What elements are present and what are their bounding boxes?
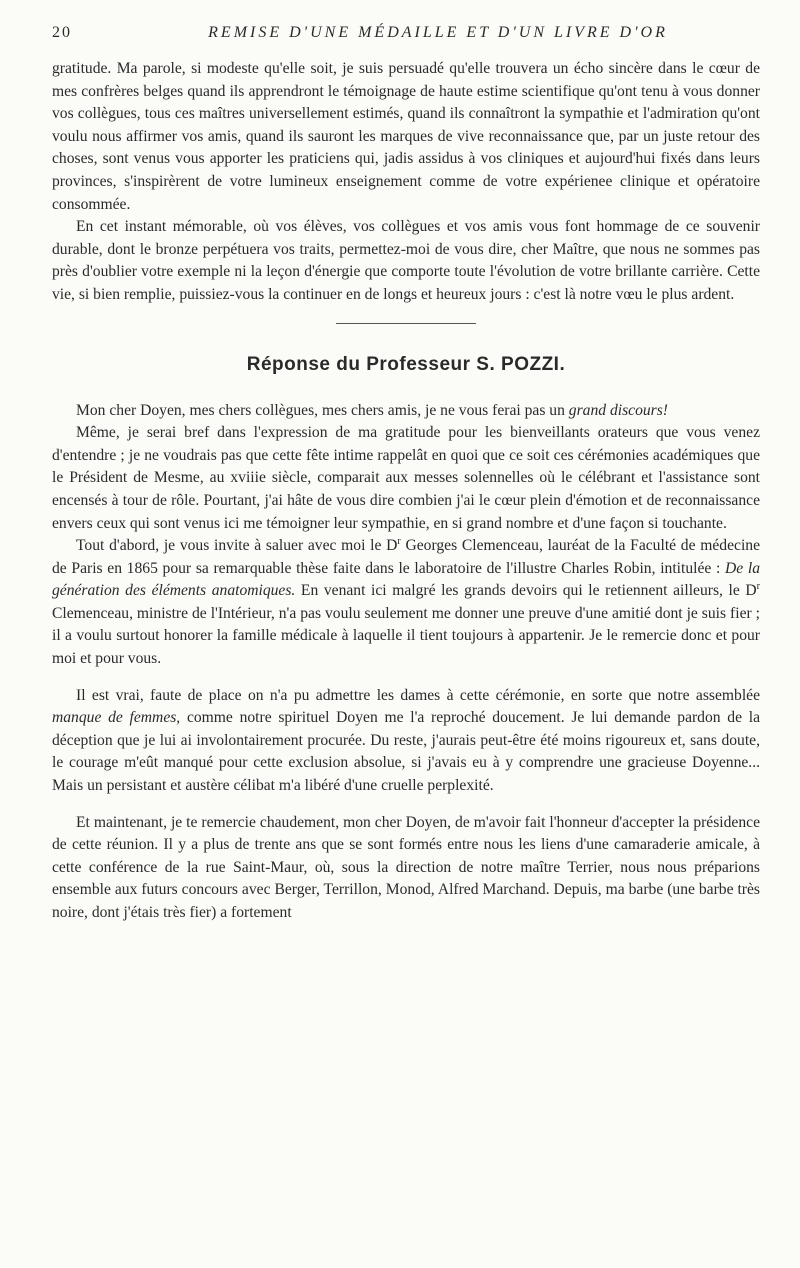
superscript: r bbox=[397, 535, 401, 547]
previous-speech bbox=[52, 58, 760, 307]
text-run: comme notre spirituel Doyen me l'a reproché doucement. Je lui demande pardon de la déception que je lui ai involontairement procurée. Du reste, j'aurais peut-être été moins rigoureux et, sans doute, le courage m'eût manqué pour cette exclusion absolue, si j'avais eu à y comprendre une gracieuse Doyenne... Mais un persistant et austère célibat m'a libéré d'une cruelle perplexité. bbox=[52, 709, 760, 795]
section-divider bbox=[336, 323, 476, 324]
document-page bbox=[52, 24, 760, 925]
italic-text: manque de femmes, bbox=[52, 709, 181, 727]
paragraph: En cet instant mémorable, où vos élèves, vos collègues et vos amis vous font hommage de ce souvenir durable, dont le bronze perpétuera vos traits, permettez-moi de vous dire, cher Maître, que nous ne sommes pas près d'oublier votre exemple ni la leçon d'énergie que comporte toute l'évolution de votre brillante carrière. Cette vie, si bien remplie, puissiez-vous la continuer en de longs et heureux jours : c'est là notre vœu le plus ardent. bbox=[52, 218, 760, 303]
text-run: Mon cher Doyen, mes chers collègues, mes chers amis, je ne vous ferai pas un bbox=[76, 401, 569, 419]
text-run: Clemenceau, ministre de l'Intérieur, n'a pas voulu seulement me donner une preuve d'une amitié dont je suis fier ; il a voulu surtout honorer la famille médicale à laquelle il tient toujours à appartenir. Je le remercie donc et pour moi et pour vous. bbox=[52, 604, 760, 668]
paragraph bbox=[52, 400, 760, 423]
text-run: En venant ici malgré les grands devoirs qui le retiennent ailleurs, le D bbox=[295, 582, 757, 600]
response-speech bbox=[52, 400, 760, 925]
running-header bbox=[52, 24, 760, 50]
paragraph bbox=[52, 535, 760, 671]
paragraph bbox=[52, 685, 760, 798]
text-run: Il est vrai, faute de place on n'a pu admettre les dames à cette cérémonie, en sorte que notre assemblée bbox=[76, 686, 760, 704]
running-title: REMISE D'UNE MÉDAILLE ET D'UN LIVRE D'OR bbox=[208, 24, 668, 41]
paragraph: gratitude. Ma parole, si modeste qu'elle soit, je suis persuadé qu'elle trouvera un écho sincère dans le cœur de mes confrères belges quand ils apprendront le témoignage de haute estime scientifique qu'ont tenu à vous donner vos collègues, tous ces maîtres universellement estimés, quand ils connaîtront la sympathie et l'admiration qu'ont voulu nous affirmer vos amis, quand ils sauront les marques de vive reconnaissance que, par un juste retour des choses, sont venus vous apporter les praticiens qui, jadis assidus à vos cliniques et aujourd'hui fixés dans leurs provinces, s'inspirèrent de votre lumineux enseignement comme de votre expérienee clinique et opératoire consommée. bbox=[52, 60, 760, 213]
text-run: Tout d'abord, je vous invite à saluer avec moi le D bbox=[76, 537, 398, 555]
section-title: Réponse du Professeur S. POZZI. bbox=[246, 353, 566, 375]
italic-text: grand discours! bbox=[568, 401, 668, 419]
text-run: Georges Clemenceau, lauréat de la Faculté de médecine de Paris en 1865 pour sa remarquable thèse faite dans le laboratoire de l'illustre Charles Robin, intitulée : bbox=[52, 537, 760, 577]
paragraph: Même, je serai bref dans l'expression de ma gratitude pour les bienveillants orateurs que vous venez d'entendre ; je ne voudrais pas que cette fête intime rappelât en quoi que ce soit ces cérémonies académiques que le Président de Mesme, au xviiie siècle, comparait aux messes solennelles où le célébrant et l'assistance sont encensés à tour de rôle. Pourtant, j'ai hâte de vous dire combien j'ai le cœur plein d'émotion et de reconnaissance envers ceux qui sont venus ici me témoigner leur sympathie, en si grand nombre et d'une façon si touchante. bbox=[52, 424, 760, 532]
page-number: 20 bbox=[52, 24, 72, 41]
italic-text: De la génération des éléments anatomiques. bbox=[52, 559, 760, 600]
paragraph: Et maintenant, je te remercie chaudement, mon cher Doyen, de m'avoir fait l'honneur d'accepter la présidence de cette réunion. Il y a plus de trente ans que se sont formés entre nous les liens d'une camaraderie amicale, à cette conférence de la rue Saint-Maur, où, sous la direction de notre maître Terrier, nous nous préparions ensemble aux futurs concours avec Berger, Terrillon, Monod, Alfred Marchand. Depuis, ma barbe (une barbe très noire, dont j'étais très fier) a fortement bbox=[52, 813, 760, 921]
superscript: r bbox=[756, 581, 760, 593]
